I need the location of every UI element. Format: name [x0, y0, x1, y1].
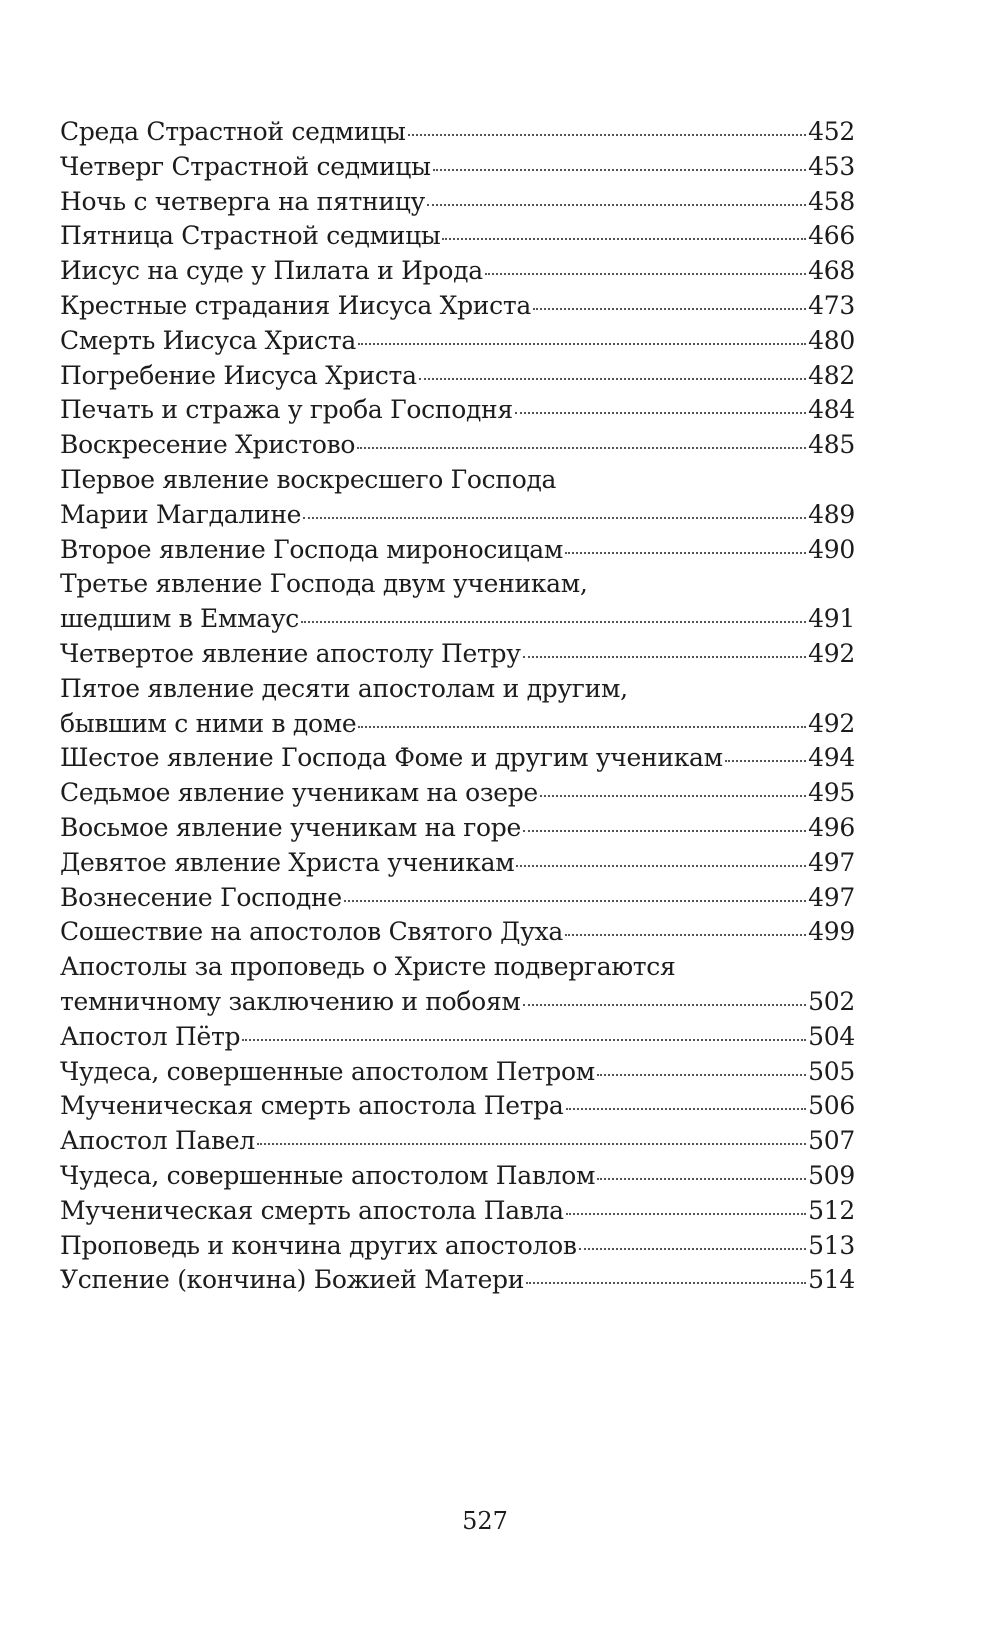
toc-entry — [60, 567, 855, 637]
toc-entry — [60, 950, 855, 1020]
toc-entry-row — [60, 776, 855, 811]
toc-entry-row — [60, 915, 855, 950]
dot-leader — [485, 273, 806, 275]
toc-entry-title: Успение (кончина) Божией Матери — [60, 1265, 525, 1295]
dot-leader — [566, 1213, 806, 1215]
toc-entry — [60, 115, 855, 150]
toc-entry-title: бывшим с ними в доме — [60, 708, 357, 738]
toc-entry — [60, 463, 855, 533]
toc-entry — [60, 1229, 855, 1264]
dot-leader — [516, 865, 806, 867]
dot-leader — [565, 552, 806, 554]
toc-entry-page: 452 — [808, 117, 855, 146]
dot-leader — [358, 343, 806, 345]
toc-entry-page: 468 — [808, 256, 855, 286]
toc-entry-title: Восьмое явление ученикам на горе — [60, 812, 522, 842]
dot-leader — [579, 1248, 807, 1250]
toc-entry-page: 492 — [808, 638, 855, 668]
page-number: 527 — [462, 1507, 508, 1535]
toc-entry-title: Воскресение Христово — [60, 430, 356, 460]
toc-entry-row — [60, 1194, 855, 1229]
toc-entry-page: 497 — [808, 847, 855, 877]
toc-entry-page: 506 — [808, 1091, 855, 1121]
toc-entry-row — [60, 359, 855, 394]
toc-entry-title: Мученическая смерть апостола Петра — [60, 1091, 564, 1121]
toc-entry — [60, 672, 855, 742]
dot-leader — [357, 447, 806, 449]
dot-leader — [523, 1004, 807, 1006]
dot-leader — [526, 1282, 806, 1284]
toc-entry-page: 458 — [808, 186, 855, 216]
toc-entry-title: Среда Страстной седмицы — [60, 117, 406, 146]
toc-entry-page: 494 — [808, 743, 855, 773]
toc-entry-title: Четвертое явление апостолу Петру — [60, 638, 521, 668]
toc-entry — [60, 219, 855, 254]
toc-entry — [60, 359, 855, 394]
toc-entry-page: 496 — [808, 812, 855, 842]
dot-leader — [242, 1039, 806, 1041]
toc-entry-row — [60, 846, 855, 881]
toc-entry-row — [60, 741, 855, 776]
toc-entry-title: Иисус на суде у Пилата и Ирода — [60, 256, 483, 286]
dot-leader — [358, 726, 806, 728]
toc-entry-row — [60, 115, 855, 150]
dot-leader — [597, 1074, 806, 1076]
toc-entry-page: 499 — [808, 917, 855, 947]
toc-entry-page: 512 — [808, 1195, 855, 1225]
toc-entry-page: 505 — [808, 1056, 855, 1086]
toc-entry — [60, 254, 855, 289]
toc-entry — [60, 741, 855, 776]
toc-entry-row — [60, 707, 855, 742]
toc-entry-title: Седьмое явление ученикам на озере — [60, 778, 538, 808]
toc-entry-row — [60, 1055, 855, 1090]
toc-entry-title-line: Пятое явление десяти апостолам и другим, — [60, 673, 628, 703]
toc-entry-row — [60, 1263, 855, 1298]
dot-leader — [419, 378, 806, 380]
toc-entry-title: Второе явление Господа мироносицам — [60, 534, 563, 564]
dot-leader — [303, 517, 806, 519]
toc-entry — [60, 1263, 855, 1298]
toc-entry-title-line: Первое явление воскресшего Господа — [60, 464, 557, 494]
toc-entry-title: шедшим в Еммаус — [60, 604, 300, 634]
toc-entry-page: 514 — [808, 1265, 855, 1295]
toc-entry — [60, 811, 855, 846]
toc-entry-title: Пятница Страстной седмицы — [60, 221, 441, 251]
toc-entry-page: 480 — [808, 325, 855, 355]
toc-entry — [60, 881, 855, 916]
toc-entry — [60, 185, 855, 220]
toc-entry-row — [60, 533, 855, 568]
toc-entry-page: 485 — [808, 430, 855, 460]
dot-leader — [408, 134, 807, 136]
toc-entry-row — [60, 1159, 855, 1194]
toc-entry-page: 473 — [808, 290, 855, 320]
dot-leader — [433, 169, 807, 171]
toc-entry-row — [60, 1124, 855, 1159]
toc-entry-title: Четверг Страстной седмицы — [60, 151, 431, 181]
toc-entry-row — [60, 811, 855, 846]
toc-entry-title: Марии Магдалине — [60, 499, 302, 529]
toc-entry-row — [60, 393, 855, 428]
toc-entry-title: Печать и стража у гроба Господня — [60, 395, 513, 425]
toc-entry-title: темничному заключению и побоям — [60, 986, 521, 1016]
toc-entry-title: Чудеса, совершенные апостолом Петром — [60, 1056, 595, 1086]
toc-entry — [60, 150, 855, 185]
toc-entry-row — [60, 324, 855, 359]
dot-leader — [725, 760, 806, 762]
dot-leader — [515, 412, 806, 414]
toc-entry-page: 495 — [808, 778, 855, 808]
dot-leader — [533, 308, 806, 310]
toc-entry-title: Апостол Павел — [60, 1126, 255, 1156]
dot-leader — [523, 830, 806, 832]
toc-entry — [60, 1124, 855, 1159]
dot-leader — [442, 238, 806, 240]
toc-entry-title: Чудеса, совершенные апостолом Павлом — [60, 1160, 596, 1190]
toc-entry — [60, 1194, 855, 1229]
toc-entry — [60, 1089, 855, 1124]
dot-leader — [540, 795, 806, 797]
dot-leader — [565, 934, 806, 936]
toc-entry-page: 507 — [808, 1126, 855, 1156]
toc-entry-page: 497 — [808, 882, 855, 912]
dot-leader — [427, 204, 806, 206]
toc-entry-page: 509 — [808, 1160, 855, 1190]
toc-entry-row — [60, 185, 855, 220]
toc-entry-row — [60, 219, 855, 254]
toc-entry-title: Девятое явление Христа ученикам — [60, 847, 515, 877]
toc-entry-row — [60, 1089, 855, 1124]
toc-entry-title: Смерть Иисуса Христа — [60, 325, 356, 355]
toc-entry-title: Мученическая смерть апостола Павла — [60, 1195, 564, 1225]
toc-entry-page: 466 — [808, 221, 855, 251]
dot-leader — [301, 621, 806, 623]
dot-leader — [523, 656, 807, 658]
toc-entry — [60, 428, 855, 463]
toc-entry-page: 502 — [808, 986, 855, 1016]
toc-entry — [60, 324, 855, 359]
toc-entry-title: Ночь с четверга на пятницу — [60, 186, 425, 216]
toc-entry-row — [60, 254, 855, 289]
toc-entry-row — [60, 985, 855, 1020]
toc-entry-page: 492 — [808, 708, 855, 738]
toc-entry-row — [60, 1229, 855, 1264]
toc-entry — [60, 1020, 855, 1055]
toc-entry-title: Крестные страдания Иисуса Христа — [60, 290, 531, 320]
toc-entry-title: Вознесение Господне — [60, 882, 342, 912]
toc-entry-row — [60, 602, 855, 637]
toc-entry-title-line: Третье явление Господа двум ученикам, — [60, 569, 588, 599]
toc-entry-title: Шестое явление Господа Фоме и другим ученикам — [60, 743, 723, 773]
toc-entry — [60, 776, 855, 811]
toc-entry-page: 453 — [808, 151, 855, 181]
toc-entry-row — [60, 1020, 855, 1055]
toc-entry-page: 504 — [808, 1021, 855, 1051]
toc-entry-title: Сошествие на апостолов Святого Духа — [60, 917, 563, 947]
toc-entry-row — [60, 637, 855, 672]
toc-entry-row — [60, 150, 855, 185]
toc-entry — [60, 289, 855, 324]
toc-entry — [60, 1159, 855, 1194]
toc-entry-row — [60, 881, 855, 916]
toc-entry — [60, 393, 855, 428]
toc-entry-row — [60, 289, 855, 324]
toc-entry-page: 484 — [808, 395, 855, 425]
toc-entry-row — [60, 428, 855, 463]
toc-entry-page: 491 — [808, 604, 855, 634]
toc-entry-title: Погребение Иисуса Христа — [60, 360, 417, 390]
toc-entry-page: 482 — [808, 360, 855, 390]
toc-entry-row — [60, 498, 855, 533]
toc-entry-page: 490 — [808, 534, 855, 564]
dot-leader — [566, 1108, 807, 1110]
toc-entry — [60, 846, 855, 881]
table-of-contents — [60, 115, 855, 1298]
toc-entry-page: 489 — [808, 499, 855, 529]
dot-leader — [344, 900, 806, 902]
toc-entry — [60, 1055, 855, 1090]
toc-entry — [60, 637, 855, 672]
toc-entry-title: Апостол Пётр — [60, 1021, 241, 1051]
toc-entry-title: Проповедь и кончина других апостолов — [60, 1230, 577, 1260]
toc-entry-page: 513 — [808, 1230, 855, 1260]
dot-leader — [257, 1143, 806, 1145]
toc-entry-title-line: Апостолы за проповедь о Христе подвергаются — [60, 952, 676, 982]
toc-entry — [60, 915, 855, 950]
toc-entry — [60, 533, 855, 568]
dot-leader — [597, 1178, 806, 1180]
